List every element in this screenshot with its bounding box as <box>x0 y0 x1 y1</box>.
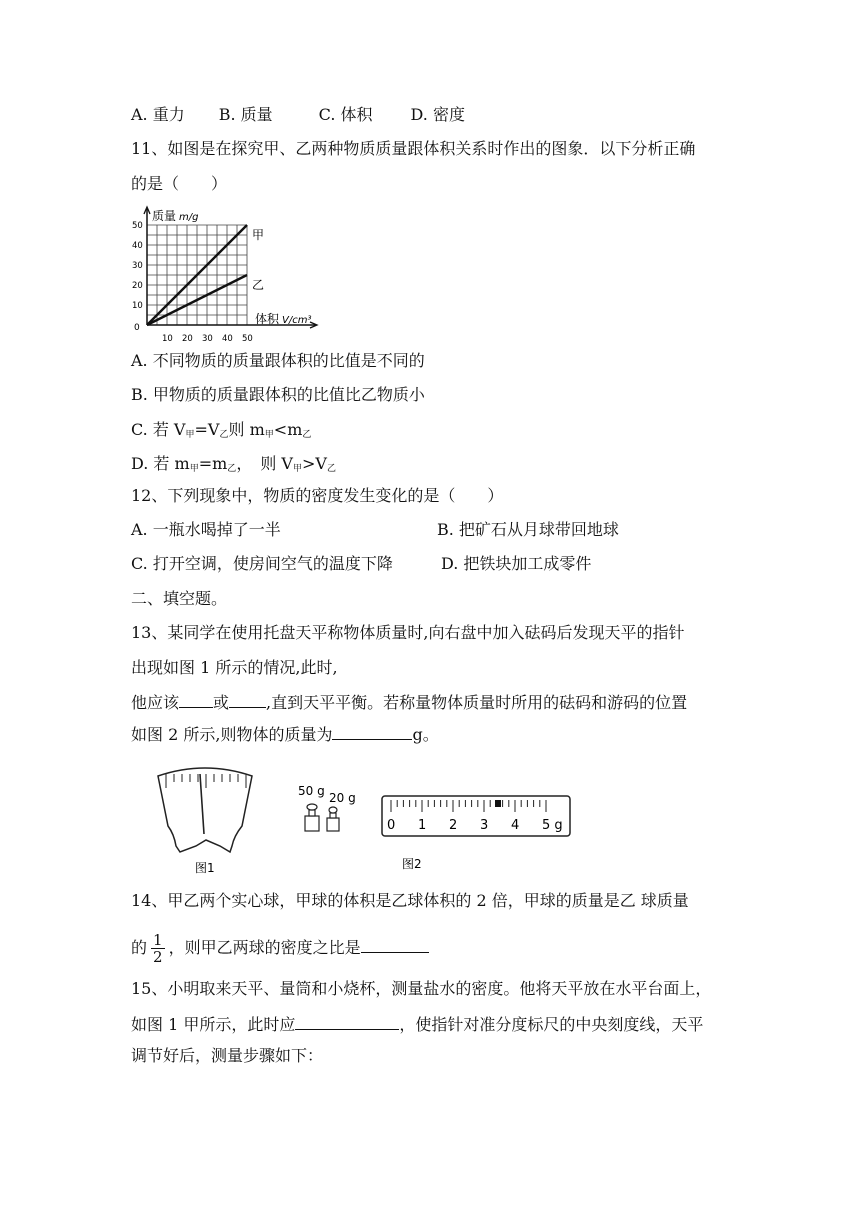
balance-pointer-figure <box>150 760 260 878</box>
q12-option-c: C. 打开空调，使房间空气的温度下降 <box>131 554 393 573</box>
q11-option-d: D. 若 $m_甲=m_乙$， 则 $V_甲>V_乙$ <box>131 454 336 474</box>
rider-scale-figure <box>378 792 574 882</box>
y-tick-label: 10 <box>132 301 143 311</box>
q13-line1: 13、某同学在使用托盘天平称物体质量时,向右盘中加入砝码后发现天平的指针 <box>131 623 685 642</box>
weights-figure <box>296 780 366 840</box>
q11-option-c: C. 若 $V_甲=V_乙$则 $m_甲<m_乙$ <box>131 420 312 440</box>
q13-line4: 如图 2 所示,则物体的质量为 g。 <box>131 722 439 746</box>
q14-line2: 的 $\frac{1}{2}$ ，则甲乙两球的密度之比是 <box>131 932 429 965</box>
weight-50g-label: 50 g <box>298 784 325 798</box>
y-tick-label: 20 <box>132 281 143 291</box>
q12-option-b: B. 把矿石从月球带回地球 <box>437 520 619 539</box>
y-axis-label-cn: 质量 <box>152 209 177 223</box>
x-tick-label: 50 <box>242 334 253 343</box>
q10-option-b: B. 质量 <box>218 105 273 124</box>
q15-line3: 调节好后，测量步骤如下： <box>131 1046 324 1065</box>
weight-50g-icon <box>305 804 319 831</box>
x-tick-label: 40 <box>222 334 233 343</box>
y-tick-label: 40 <box>132 241 143 251</box>
q12-stem: 12、下列现象中，物质的密度发生变化的是（ ） <box>131 486 504 505</box>
q11-option-a: A. 不同物质的质量跟体积的比值是不同的 <box>131 351 425 370</box>
series-label-yi: 乙 <box>252 278 265 292</box>
x-axis-label-unit: V/cm³ <box>282 315 312 326</box>
answer-blank-mass[interactable] <box>332 722 412 740</box>
section-title-fill-blank: 二、填空题。 <box>131 589 228 608</box>
rider-scale-label: 5 g <box>542 818 563 833</box>
figure2-caption: 图2 <box>402 857 422 871</box>
weight-20g-label: 20 g <box>329 791 356 805</box>
q10-option-c: C. 体积 <box>318 105 373 124</box>
weight-20g-icon <box>327 807 339 831</box>
q11-stem-line2: 的是（ ） <box>131 174 228 193</box>
q12-option-a: A. 一瓶水喝掉了一半 <box>131 520 281 539</box>
x-tick-label: 10 <box>162 334 173 343</box>
fraction-one-half: $\frac{1}{2}$ <box>153 931 163 966</box>
q10-options <box>131 104 465 126</box>
q14-line1: 14、甲乙两个实心球，甲球的体积是乙球体积的 2 倍，甲球的质量是乙 球质量 <box>131 891 689 910</box>
rider-scale-label: 3 <box>480 818 489 833</box>
answer-blank-2[interactable] <box>229 690 266 708</box>
series-label-jia: 甲 <box>252 228 265 242</box>
answer-blank-adjust[interactable] <box>295 1012 399 1030</box>
figure1-caption: 图1 <box>195 861 215 875</box>
y-tick-label: 30 <box>132 261 143 271</box>
q11-option-b: B. 甲物质的质量跟体积的比值比乙物质小 <box>131 385 425 404</box>
y-tick-label: 50 <box>132 221 143 231</box>
q13-line3: 他应该 或 ,直到天平平衡。若称量物体质量时所用的砝码和游码的位置 <box>131 690 687 714</box>
rider-scale-label: 2 <box>449 818 458 833</box>
x-tick-label: 30 <box>202 334 213 343</box>
mass-volume-graph <box>128 203 328 343</box>
q15-line1: 15、小明取来天平、量筒和小烧杯，测量盐水的密度。他将天平放在水平台面上， <box>131 979 712 998</box>
x-tick-label: 20 <box>182 334 193 343</box>
q12-option-d: D. 把铁块加工成零件 <box>441 554 592 573</box>
q10-option-a: A. 重力 <box>131 105 185 124</box>
rider-marker <box>495 800 501 807</box>
rider-scale-label: 4 <box>511 818 520 833</box>
rider-scale-label: 1 <box>418 818 427 833</box>
q10-option-d: D. 密度 <box>410 105 465 124</box>
q13-line2: 出现如图 1 所示的情况,此时, <box>131 658 338 677</box>
answer-blank-1[interactable] <box>179 690 213 708</box>
rider-scale-label: 0 <box>387 818 396 833</box>
answer-blank-density-ratio[interactable] <box>361 935 429 953</box>
origin-label: 0 <box>134 323 140 333</box>
y-axis-label-unit: m/g <box>179 212 199 223</box>
q15-line2: 如图 1 甲所示，此时应 ，使指针对准分度标尺的中央刻度线，天平 <box>131 1012 703 1036</box>
q11-stem-line1: 11、如图是在探究甲、乙两种物质质量跟体积关系时作出的图象．以下分析正确 <box>131 139 696 158</box>
x-axis-label-cn: 体积 <box>255 312 280 326</box>
